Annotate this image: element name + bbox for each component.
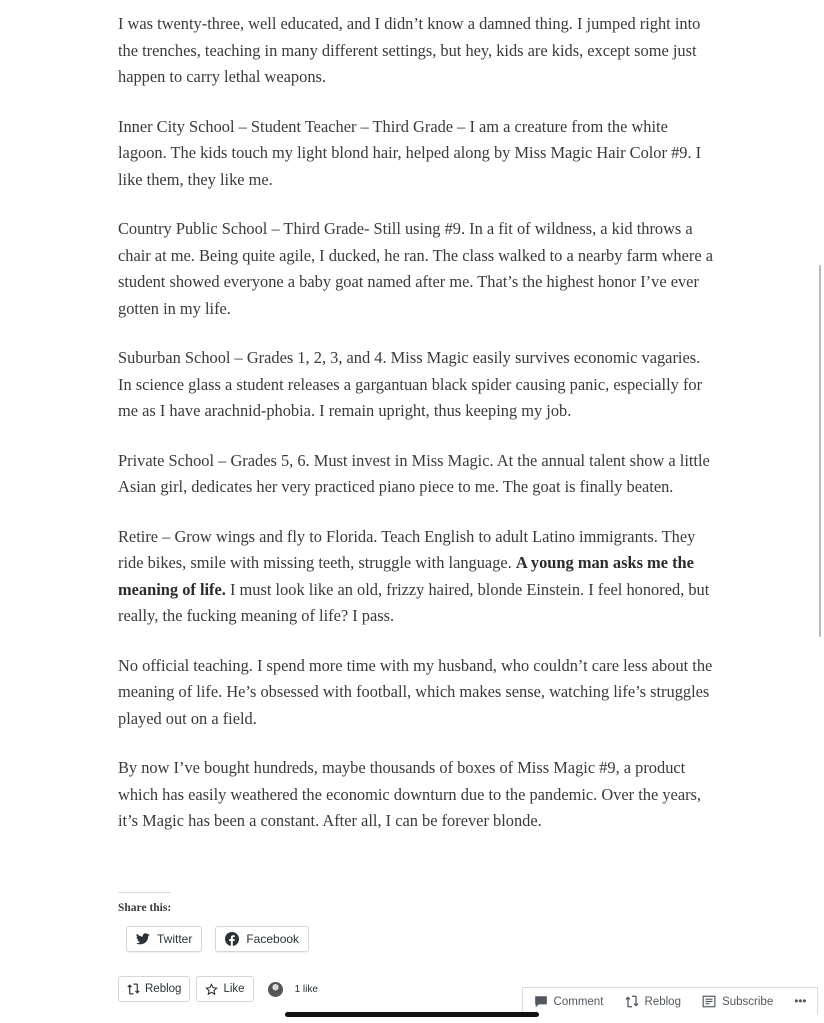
- comment-label: Comment: [553, 995, 604, 1008]
- share-title: Share this:: [118, 892, 171, 914]
- scrollbar[interactable]: [819, 265, 821, 637]
- comment-bubble-icon: [534, 995, 548, 1008]
- subscribe-reader-icon: [702, 995, 716, 1008]
- paragraph-retire: [118, 524, 713, 630]
- star-icon: [205, 983, 218, 996]
- reblog-icon: [625, 995, 639, 1008]
- actionbar-reblog-label: Reblog: [644, 995, 681, 1008]
- share-buttons: [126, 926, 309, 952]
- paragraph-inner-city: Inner City School – Student Teacher – Third Grade – I am a creature from the white lagoon. The kids touch my light blond hair, helped along by Miss Magic Hair Color #9. I like them, they like me.: [118, 116, 702, 189]
- reblog-icon: [127, 983, 140, 995]
- subscribe-button[interactable]: [702, 995, 773, 1008]
- twitter-label: Twitter: [157, 932, 193, 946]
- paragraph-intro: I was twenty-three, well educated, and I didn’t know a damned thing. I jumped right into the trenches, teaching in many different settings, but hey, kids are kids, except some just happen to carry lethal weapons.: [118, 14, 701, 86]
- paragraph-private: Private School – Grades 5, 6. Must invest in Miss Magic. At the annual talent show a little Asian girl, dedicates her very practiced piano piece to me. The goat is finally beaten.: [118, 450, 710, 496]
- paragraph-retire-text-a: Retire – Grow wings and fly to Florida. Teach English to adult Latino immigrants. They ride bikes, smile with missing teeth, struggle with language.: [118, 526, 696, 572]
- twitter-bird-icon: [136, 933, 150, 945]
- liker-avatar[interactable]: [268, 982, 283, 997]
- share-section: [118, 892, 300, 946]
- reblog-button[interactable]: [118, 976, 190, 1002]
- action-bar: [522, 987, 818, 1015]
- comment-button[interactable]: [534, 995, 604, 1008]
- facebook-logo-icon: [225, 932, 239, 946]
- paragraph-country: Country Public School – Third Grade- Still using #9. In a fit of wildness, a kid throws a chair at me. Being quite agile, I ducked, he ran. The class walked to a nearby farm where a student showed everyone a baby goat named after me. That’s the highest honor I’ve ever gotten in my life.: [118, 219, 713, 318]
- paragraph-miss-magic: By now I’ve bought hundreds, maybe thousands of boxes of Miss Magic #9, a product which has easily weathered the economic downturn due to the pandemic. Over the years, it’s Magic has been a constant. After all, I can be forever blonde.: [118, 758, 702, 830]
- more-label: •••: [794, 995, 807, 1008]
- facebook-label: Facebook: [246, 932, 300, 946]
- share-twitter-button[interactable]: [126, 926, 202, 952]
- paragraph-retire-bold: A young man asks me the meaning of life.: [118, 553, 694, 599]
- like-label: Like: [223, 983, 245, 995]
- like-count: 1 like: [294, 983, 318, 995]
- reblog-label: Reblog: [145, 983, 182, 995]
- paragraph-no-teaching: No official teaching. I spend more time with my husband, who couldn’t care less about the meaning of life. He’s obsessed with football, which makes sense, watching life’s struggles played out on a field.: [118, 655, 713, 728]
- actionbar-reblog-button[interactable]: [625, 995, 681, 1008]
- share-facebook-button[interactable]: [215, 926, 309, 952]
- more-button[interactable]: [794, 996, 806, 1008]
- paragraph-suburban: Suburban School – Grades 1, 2, 3, and 4. Miss Magic easily survives economic vagaries. In science glass a student releases a gargantuan black spider causing panic, especially for me as I have arachnid-phobia. I remain upright, thus keeping my job.: [118, 348, 703, 420]
- like-button[interactable]: [196, 976, 253, 1002]
- subscribe-label: Subscribe: [722, 995, 774, 1008]
- paragraph-retire-text-b: I must look like an old, frizzy haired, blonde Einstein. I feel honored, but really, the fucking meaning of life? I pass.: [118, 579, 710, 625]
- home-indicator: [285, 1012, 539, 1017]
- post-content: [118, 11, 713, 858]
- like-row: [118, 976, 318, 1002]
